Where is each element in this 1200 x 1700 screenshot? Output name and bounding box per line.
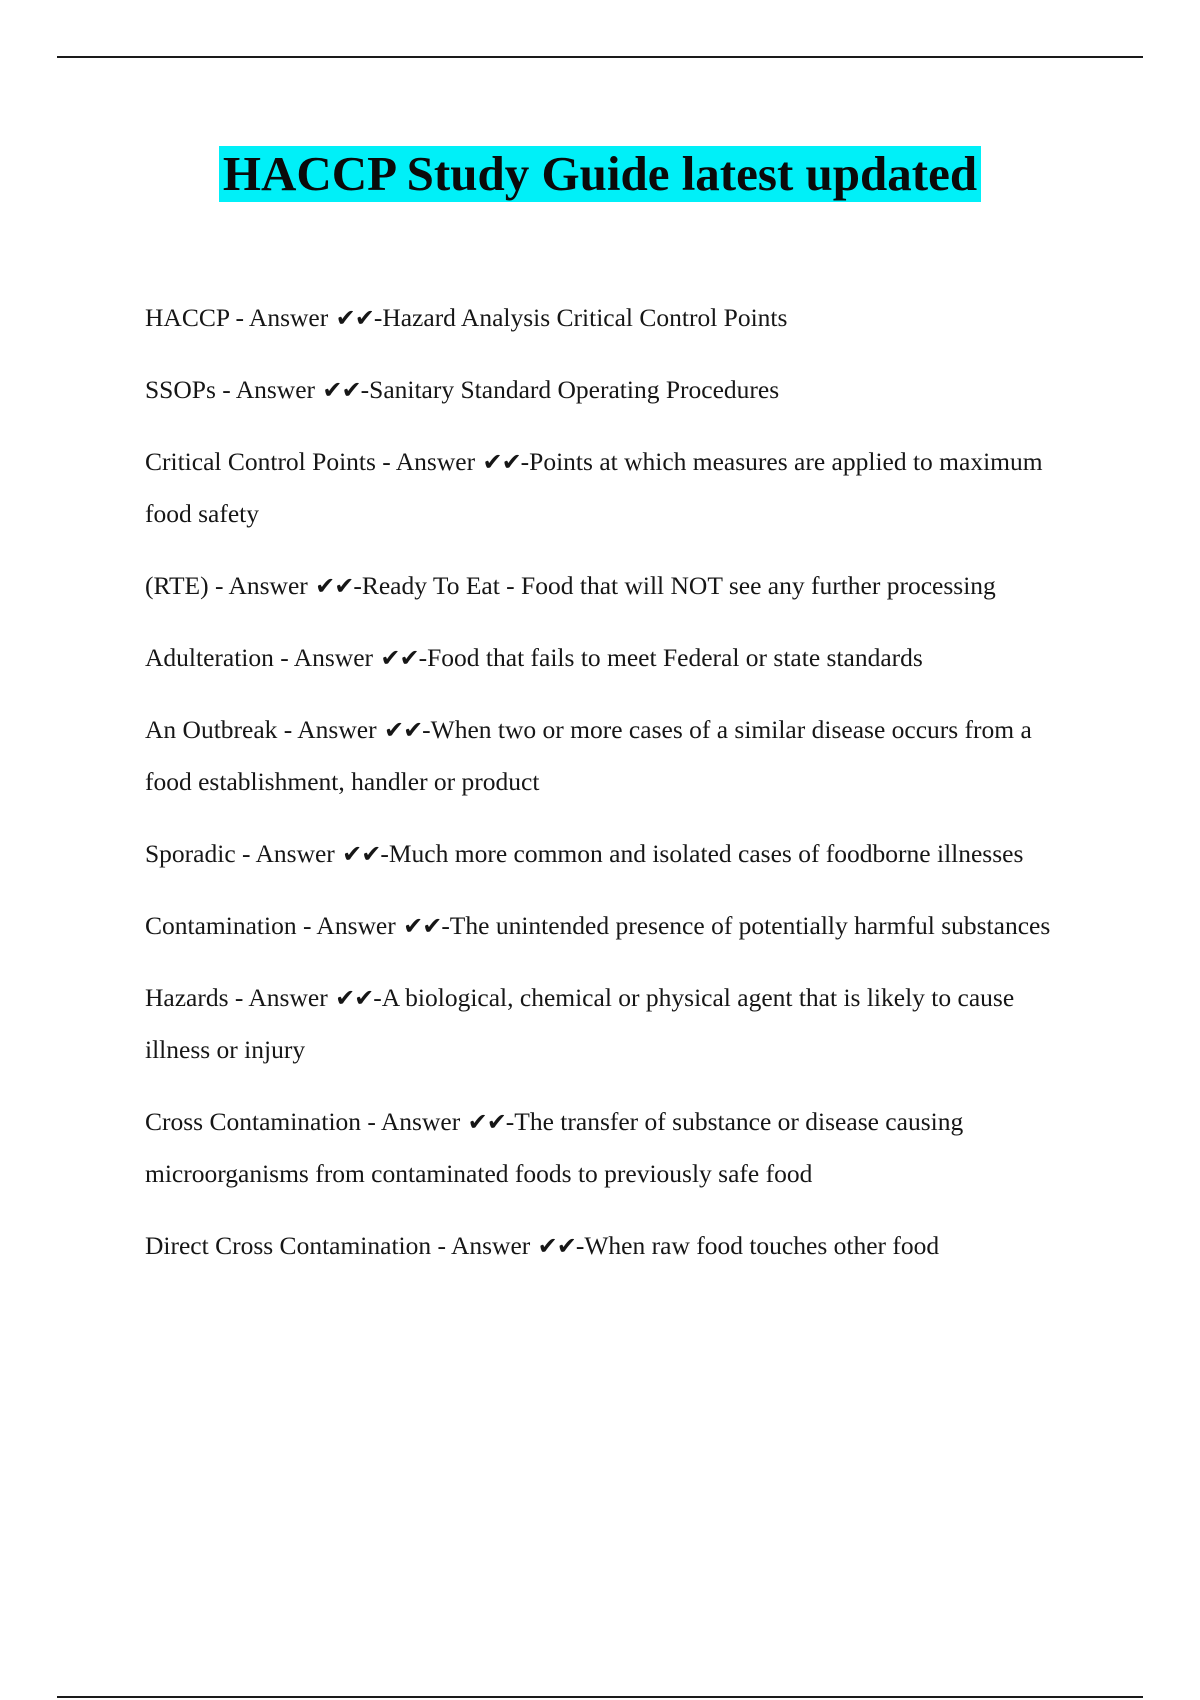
qa-definition: -Ready To Eat - Food that will NOT see any further processing xyxy=(353,571,996,600)
qa-term: HACCP - Answer xyxy=(145,303,335,332)
qa-term: SSOPs - Answer xyxy=(145,375,322,404)
title-wrap xyxy=(0,146,1200,202)
qa-item xyxy=(145,560,1075,612)
qa-definition: -The transfer of substance or disease causing microorganisms from contaminated foods to previously safe food xyxy=(145,1107,964,1188)
qa-definition: -Much more common and isolated cases of foodborne illnesses xyxy=(380,839,1024,868)
qa-item xyxy=(145,1096,1075,1200)
double-check-icon: ✔✔ xyxy=(383,716,423,744)
qa-definition: -The unintended presence of potentially harmful substances xyxy=(441,911,1051,940)
qa-item xyxy=(145,828,1075,880)
qa-definition: -Sanitary Standard Operating Procedures xyxy=(360,375,780,404)
qa-item xyxy=(145,704,1075,808)
double-check-icon: ✔✔ xyxy=(315,572,354,600)
qa-item xyxy=(145,292,1075,344)
qa-definition: -When raw food touches other food xyxy=(575,1231,940,1260)
qa-list xyxy=(145,292,1075,1292)
page-title: HACCP Study Guide latest updated xyxy=(219,146,981,202)
double-check-icon: ✔✔ xyxy=(335,984,374,1012)
qa-item xyxy=(145,364,1075,416)
double-check-icon: ✔✔ xyxy=(467,1108,506,1136)
double-check-icon: ✔✔ xyxy=(322,376,361,404)
qa-definition: -When two or more cases of a similar disease occurs from a food establishment, handler or product xyxy=(145,715,1032,796)
double-check-icon: ✔✔ xyxy=(335,304,374,332)
qa-term: An Outbreak - Answer xyxy=(145,715,383,744)
qa-term: Adulteration - Answer xyxy=(145,643,380,672)
qa-item xyxy=(145,900,1075,952)
qa-definition: -Points at which measures are applied to maximum food safety xyxy=(145,447,1043,528)
qa-term: Hazards - Answer xyxy=(145,983,335,1012)
qa-term: Direct Cross Contamination - Answer xyxy=(145,1231,537,1260)
qa-item xyxy=(145,972,1075,1076)
qa-item xyxy=(145,1220,1075,1272)
bottom-rule xyxy=(57,1696,1143,1698)
double-check-icon: ✔✔ xyxy=(380,644,419,672)
qa-definition: -Food that fails to meet Federal or state standards xyxy=(418,643,923,672)
qa-term: (RTE) - Answer xyxy=(145,571,315,600)
double-check-icon: ✔✔ xyxy=(342,840,381,868)
double-check-icon: ✔✔ xyxy=(482,448,521,476)
double-check-icon: ✔✔ xyxy=(537,1232,576,1260)
qa-term: Cross Contamination - Answer xyxy=(145,1107,467,1136)
qa-item xyxy=(145,436,1075,540)
qa-item xyxy=(145,632,1075,684)
qa-definition: -A biological, chemical or physical agent that is likely to cause illness or injury xyxy=(145,983,1015,1064)
qa-definition: -Hazard Analysis Critical Control Points xyxy=(373,303,788,332)
double-check-icon: ✔✔ xyxy=(403,912,442,940)
qa-term: Critical Control Points - Answer xyxy=(145,447,482,476)
qa-term: Contamination - Answer xyxy=(145,911,403,940)
qa-term: Sporadic - Answer xyxy=(145,839,342,868)
top-rule xyxy=(57,56,1143,58)
